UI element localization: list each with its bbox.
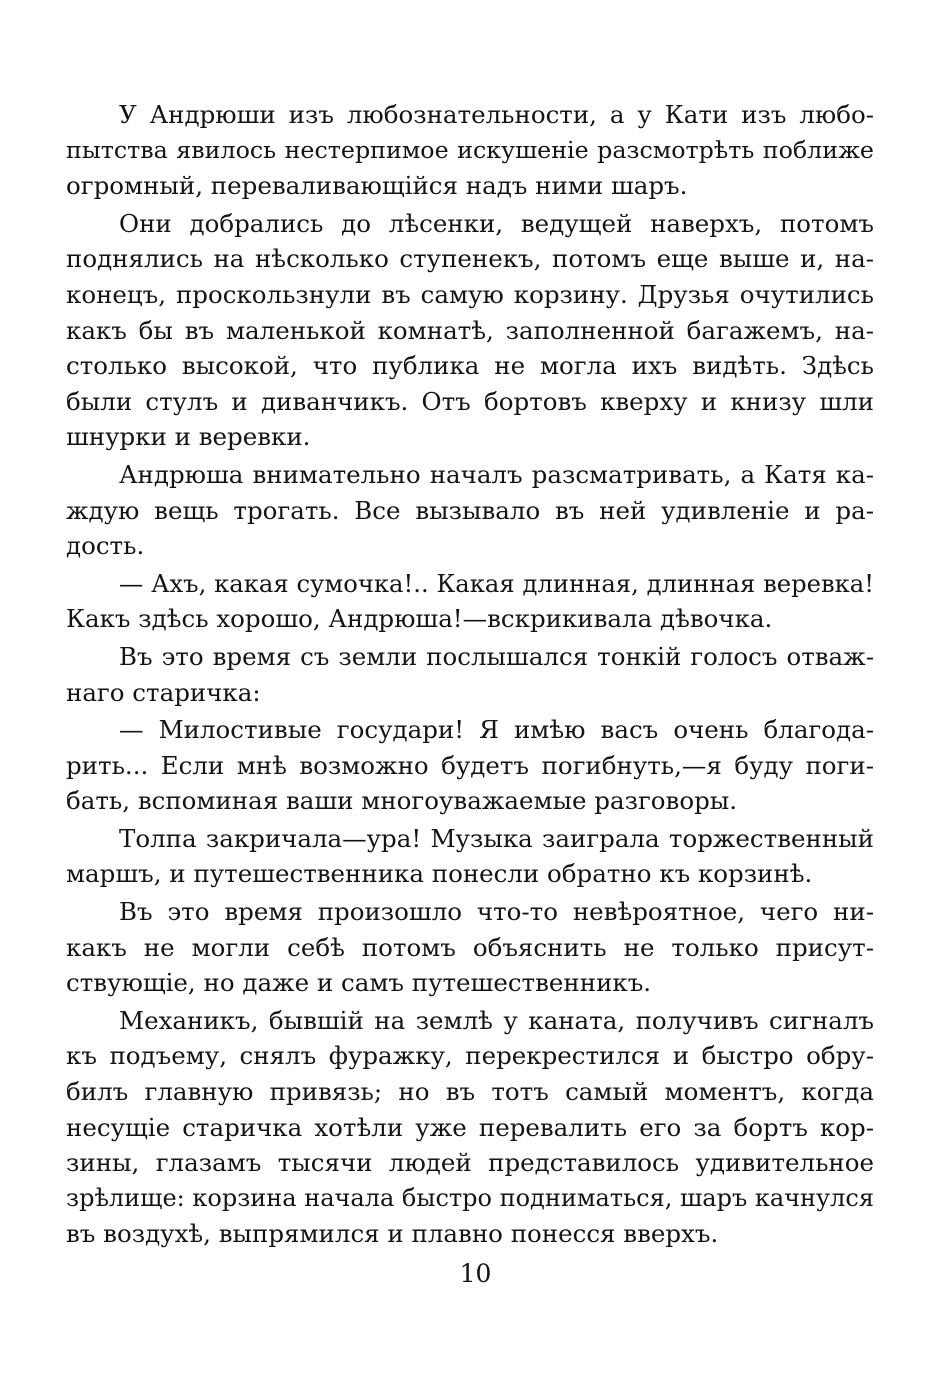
text-line: какъ бы въ маленькой комнатѣ, заполненной багажемъ, на- <box>66 315 874 345</box>
text-line: ствующiе, но даже и самъ путешественникъ. <box>66 968 652 998</box>
text-line: были стулъ и диванчикъ. Отъ бортовъ кверху и книзу шли <box>66 386 874 416</box>
paragraph <box>66 712 874 819</box>
text-line: дость. <box>66 531 145 561</box>
text-line: пытства явилось нестерпимое искушенiе разсмотрѣть поближе <box>66 135 874 164</box>
text-line: У Андрюши изъ любознательности, а у Кати изъ любо- <box>119 100 874 129</box>
text-line: Въ это время съ земли послышался тонкiй голосъ отваж- <box>119 641 874 671</box>
text-line: въ воздухѣ, выпрямился и плавно понесся вверхъ. <box>66 1219 719 1249</box>
text-line: зрѣлище: корзина начала быстро подниматься, шаръ качнулся <box>66 1183 874 1212</box>
text-line: маршъ, и путешественника понесли обратно къ корзинѣ. <box>66 859 813 889</box>
paragraph <box>66 639 874 710</box>
text-line: Механикъ, бывшiй на землѣ у каната, получивъ сигналъ <box>119 1005 874 1035</box>
paragraph <box>66 206 874 455</box>
text-line: наго старичка: <box>66 677 261 707</box>
text-line: столько высокой, что публика не могла ихъ видѣть. Здѣсь <box>66 351 874 381</box>
text-line: Они добрались до лѣсенки, ведущей наверхъ, потомъ <box>119 208 874 238</box>
text-line: ждую вещь трогать. Все вызывало въ ней удивленiе и ра- <box>66 495 874 525</box>
text-line: какъ не могли себѣ потомъ объяснить не только присут- <box>66 932 874 962</box>
text-line: билъ главную привязь; но въ тотъ самый моментъ, когда <box>66 1077 874 1107</box>
paragraph <box>66 821 874 892</box>
text-line: шнурки и веревки. <box>66 422 311 452</box>
text-line: Какъ здѣсь хорошо, Андрюша!—вскрикивала дѣвочка. <box>66 604 773 634</box>
text-line: бать, вспоминая ваши многоуважаемые разговоры. <box>66 786 738 816</box>
paragraph <box>66 894 874 1001</box>
text-line: — Ахъ, какая сумочка!.. Какая длинная, длинная веревка! <box>119 568 874 598</box>
text-line: Въ это время произошло что-то невѣроятное, чего ни- <box>119 897 874 927</box>
paragraph <box>66 1003 874 1252</box>
text-line: поднялись на нѣсколько ступенекъ, потомъ еще выше и, на- <box>66 244 874 274</box>
text-line: — Милостивые государи! Я имѣю васъ очень благода- <box>119 715 874 745</box>
page-number: 10 <box>459 1259 492 1288</box>
paragraph <box>66 566 874 637</box>
text-line: къ подъему, снялъ фуражку, перекрестился и быстро обру- <box>66 1041 874 1071</box>
text-line: конецъ, проскользнули въ самую корзину. Друзья очутились <box>66 279 874 309</box>
text-line: огромный, переваливающiйся надъ ними шаръ. <box>66 171 688 201</box>
paragraph <box>66 97 874 204</box>
text-line: Андрюша внимательно началъ разсматривать, а Катя ка- <box>119 459 874 489</box>
page-body <box>66 97 874 1252</box>
paragraph <box>66 457 874 564</box>
text-line: рить... Если мнѣ возможно будетъ погибнуть,—я буду поги- <box>66 750 874 780</box>
text-line: зины, глазамъ тысячи людей представилось удивительное <box>66 1148 874 1178</box>
text-line: несущiе старичка хотѣли уже перевалить его за бортъ кор- <box>66 1112 874 1142</box>
text-line: Толпа закричала—ура! Музыка заиграла торжественный <box>119 823 874 853</box>
